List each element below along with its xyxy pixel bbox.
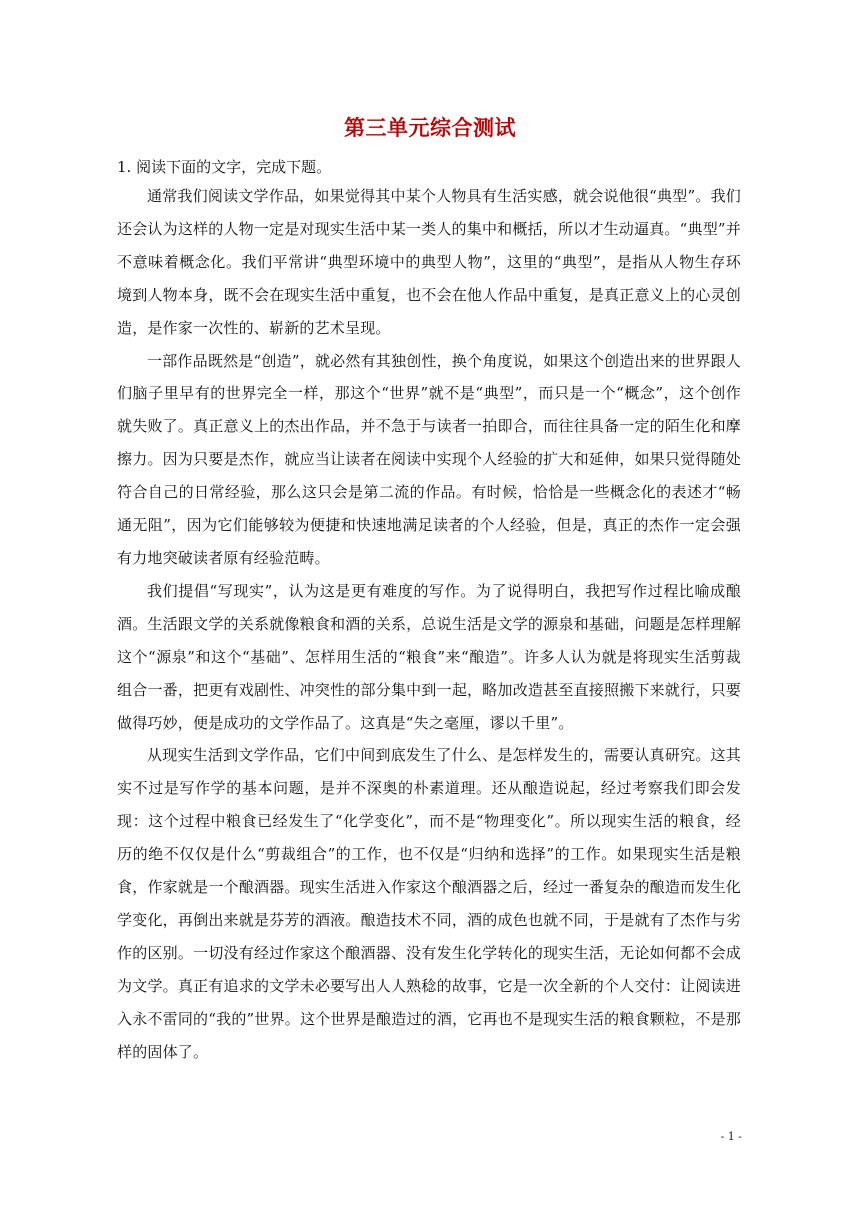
question-prompt: 1. 阅读下面的文字，完成下题。 [117,158,332,176]
passage-paragraph-2: 一部作品既然是“创造”，就必然有其独创性，换个角度说，如果这个创造出来的世界跟人们脑子里早有的世界完全一样，那这个“世界”就不是“典型”，而只是一个“概念”，这个创作就失败了。真正意义上的杰出作品，并不急于与读者一拍即合，而往往具备一定的陌生化和摩擦力。因为只要是杰作，就应当让读者在阅读中实现个人经验的扩大和延伸，如果只觉得随处符合自己的日常经验，那么这只会是第二流的作品。有时候，恰恰是一些概念化的表述才“畅通无阻”，因为它们能够较为便捷和快速地满足读者的个人经验，但是，真正的杰作一定会强有力地突破读者原有经验范畴。 [117,351,741,567]
passage-paragraph-1: 通常我们阅读文学作品，如果觉得其中某个人物具有生活实感，就会说他很“典型”。我们还会认为这样的人物一定是对现实生活中某一类人的集中和概括，所以才生动逼真。“典型”并不意味着概念化。我们平常讲“典型环境中的典型人物”，这里的“典型”，是指从人物生存环境到人物本身，既不会在现实生活中重复，也不会在他人作品中重复，是真正意义上的心灵创造，是作家一次性的、崭新的艺术呈现。 [117,187,741,337]
passage-paragraph-3: 我们提倡“写现实”，认为这是更有难度的写作。为了说得明白，我把写作过程比喻成酿酒。生活跟文学的关系就像粮食和酒的关系，总说生活是文学的源泉和基础，问题是怎样理解这个“源泉”和这个“基础”、怎样用生活的“粮食”来“酿造”。许多人认为就是将现实生活剪裁组合一番，把更有戏剧性、冲突性的部分集中到一起，略加改造甚至直接照搬下来就行，只要做得巧妙，便是成功的文学作品了。这真是“失之毫厘，谬以千里”。 [117,581,741,732]
page-title: 第三单元综合测试 [344,115,516,140]
reading-passage [117,180,741,1068]
passage-paragraph-4: 从现实生活到文学作品，它们中间到底发生了什么、是怎样发生的，需要认真研究。这其实不过是写作学的基本问题，是并不深奥的朴素道理。还从酿造说起，经过考察我们即会发现：这个过程中粮食已经发生了“化学变化”，而不是“物理变化”。所以现实生活的粮食，经历的绝不仅仅是什么“剪裁组合”的工作，也不仅是“归纳和选择”的工作。如果现实生活是粮食，作家就是一个酿酒器。现实生活进入作家这个酿酒器之后，经过一番复杂的酿造而发生化学变化，再倒出来就是芬芳的酒液。酿造技术不同，酒的成色也就不同，于是就有了杰作与劣作的区别。一切没有经过作家这个酿酒器、没有发生化学转化的现实生活，无论如何都不会成为文学。真正有追求的文学未必要写出人人熟稔的故事，它是一次全新的个人交付：让阅读进入永不雷同的“我的”世界。这个世界是酿造过的酒，它再也不是现实生活的粮食颗粒，不是那样的固体了。 [117,746,741,1061]
page-number: - 1 - [720,1130,742,1143]
